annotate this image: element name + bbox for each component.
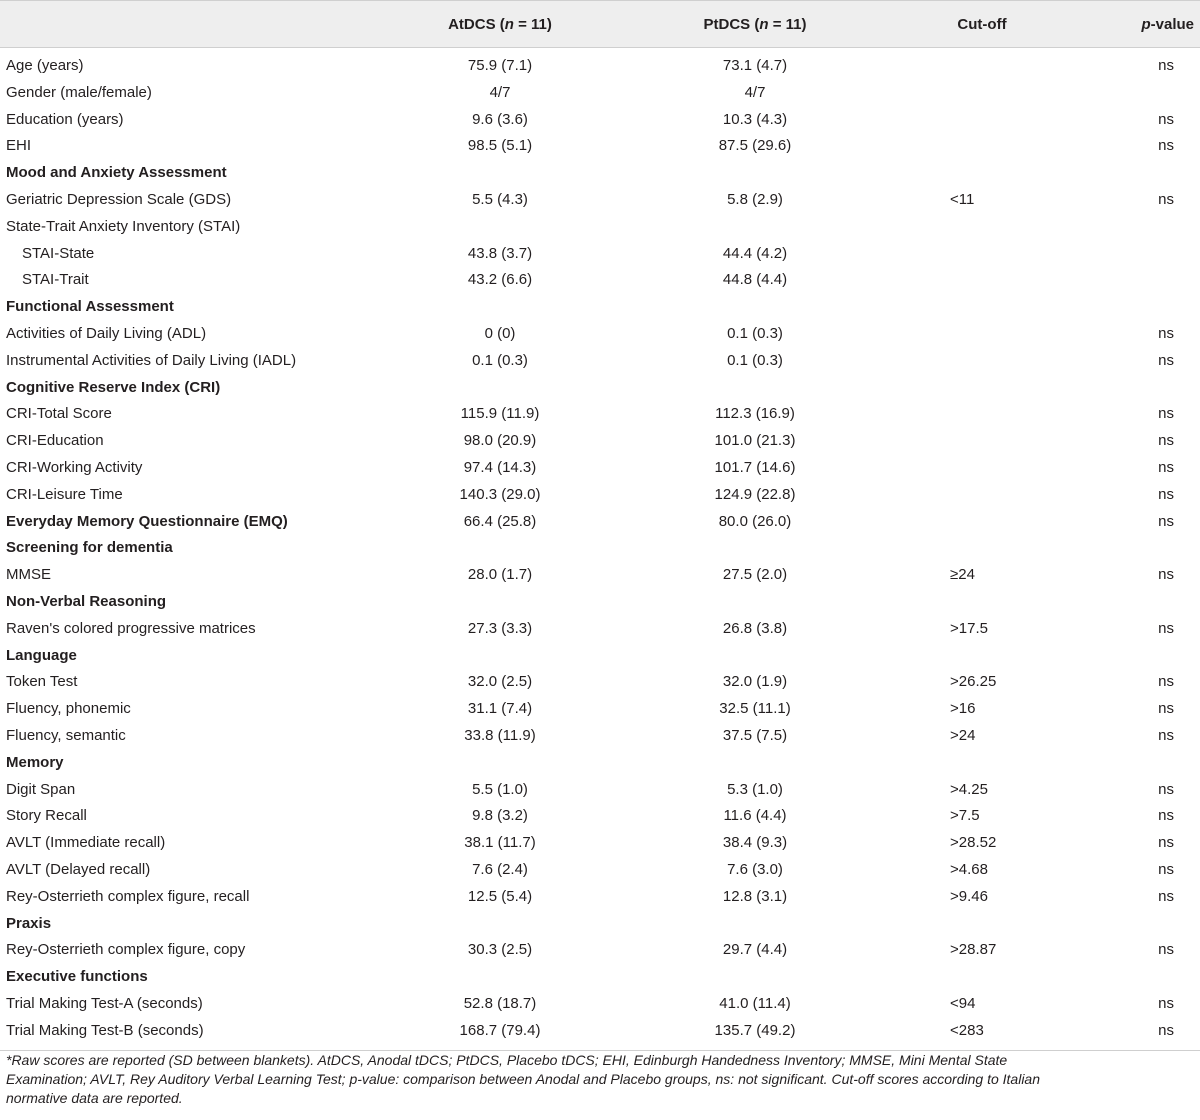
table-row	[0, 401, 1200, 428]
atdcs-value: 31.1 (7.4)	[467, 700, 533, 718]
atdcs-value	[410, 643, 590, 670]
table-row	[0, 428, 1200, 455]
section-row	[0, 589, 1200, 616]
p-value: ns	[1158, 405, 1174, 423]
cutoff-value: <11	[950, 190, 975, 208]
ptdcs-value: 73.1 (4.7)	[722, 57, 788, 74]
p-value	[1100, 535, 1174, 562]
row-label: Praxis	[6, 914, 52, 932]
p-value: ns	[1158, 726, 1174, 744]
row-label: CRI-Working Activity	[6, 458, 143, 476]
ptdcs-value: 41.0 (11.4)	[719, 994, 791, 1012]
row-label: Trial Making Test-B (seconds)	[6, 1021, 204, 1039]
table-row	[0, 803, 1200, 830]
table-row	[0, 455, 1200, 482]
ptdcs-value	[665, 375, 845, 402]
p-value: ns	[1158, 512, 1174, 530]
atdcs-value: 28.0 (1.7)	[467, 566, 533, 584]
row-label: STAI-State	[22, 244, 95, 262]
cutoff-value	[950, 482, 1050, 509]
table-row	[0, 696, 1200, 723]
p-value: ns	[1158, 57, 1174, 74]
atdcs-value	[410, 750, 590, 777]
cutoff-value	[950, 750, 1050, 777]
row-label: Activities of Daily Living (ADL)	[6, 324, 207, 342]
p-value	[1100, 589, 1174, 616]
cutoff-value: >24	[950, 726, 976, 744]
cutoff-value	[950, 509, 1050, 536]
cutoff-value: >16	[950, 700, 976, 718]
table-row	[0, 669, 1200, 696]
p-value: ns	[1158, 887, 1174, 905]
cutoff-value	[950, 241, 1050, 268]
cutoff-value	[950, 535, 1050, 562]
row-label: CRI-Leisure Time	[6, 485, 123, 503]
cutoff-value: <94	[950, 994, 976, 1012]
ptdcs-value: 7.6 (3.0)	[727, 860, 783, 878]
row-label: EHI	[6, 137, 32, 155]
ptdcs-value: 80.0 (26.0)	[718, 512, 792, 530]
atdcs-value	[410, 535, 590, 562]
p-value: ns	[1158, 485, 1174, 503]
atdcs-value: 7.6 (2.4)	[472, 860, 528, 878]
ptdcs-value: 37.5 (7.5)	[722, 726, 788, 744]
atdcs-value	[410, 911, 590, 938]
table-row	[0, 723, 1200, 750]
cutoff-value: ≥24	[950, 566, 975, 584]
atdcs-value: 30.3 (2.5)	[467, 941, 533, 959]
atdcs-value: 27.3 (3.3)	[467, 619, 533, 637]
row-label: Token Test	[6, 673, 78, 691]
ptdcs-value	[665, 911, 845, 938]
table-row	[0, 482, 1200, 509]
cutoff-value: >7.5	[950, 807, 980, 825]
table-row	[0, 80, 1200, 107]
row-label: Rey-Osterrieth complex figure, recall	[6, 887, 250, 905]
p-value: ns	[1158, 994, 1174, 1012]
ptdcs-value: 29.7 (4.4)	[722, 941, 788, 959]
cutoff-value	[950, 428, 1050, 455]
atdcs-value: 75.9 (7.1)	[467, 57, 533, 74]
ptdcs-value: 12.8 (3.1)	[722, 887, 788, 905]
row-label: Cognitive Reserve Index (CRI)	[6, 378, 221, 396]
row-label: Fluency, phonemic	[6, 700, 131, 718]
row-label: MMSE	[6, 566, 51, 584]
p-value	[1100, 267, 1174, 294]
table-row	[0, 321, 1200, 348]
cutoff-value	[950, 267, 1050, 294]
row-label: Raven's colored progressive matrices	[6, 619, 256, 637]
cutoff-value	[950, 964, 1050, 991]
table-row	[0, 777, 1200, 804]
table-row	[0, 884, 1200, 911]
cutoff-value	[950, 321, 1050, 348]
ptdcs-value	[665, 643, 845, 670]
row-label: Functional Assessment	[6, 298, 174, 316]
atdcs-value: 115.9 (11.9)	[460, 405, 540, 423]
p-value: ns	[1158, 566, 1174, 584]
p-value: ns	[1158, 941, 1174, 959]
cutoff-value	[950, 80, 1050, 107]
row-label: Story Recall	[6, 807, 87, 825]
ptdcs-value: 32.0 (1.9)	[722, 673, 788, 691]
atdcs-value: 0 (0)	[484, 324, 516, 342]
section-row	[0, 294, 1200, 321]
p-value: ns	[1158, 780, 1174, 798]
row-label: Memory	[6, 753, 64, 771]
section-row	[0, 160, 1200, 187]
p-value: ns	[1158, 110, 1174, 128]
p-value	[1100, 911, 1174, 938]
cutoff-value	[950, 589, 1050, 616]
table-row	[0, 241, 1200, 268]
table-body	[0, 48, 1200, 1044]
row-label: Screening for dementia	[6, 539, 173, 557]
ptdcs-value: 0.1 (0.3)	[727, 351, 783, 369]
table-row	[0, 1018, 1200, 1045]
atdcs-value: 97.4 (14.3)	[463, 458, 537, 476]
table-row	[0, 562, 1200, 589]
p-value	[1100, 214, 1174, 241]
atdcs-value	[410, 294, 590, 321]
table-row	[0, 830, 1200, 857]
ptdcs-value	[665, 294, 845, 321]
atdcs-value	[410, 375, 590, 402]
atdcs-value: 168.7 (79.4)	[459, 1021, 541, 1039]
atdcs-value	[410, 964, 590, 991]
cutoff-value: >26.25	[950, 673, 997, 691]
cutoff-value: >4.25	[950, 780, 988, 798]
table-row	[0, 348, 1200, 375]
atdcs-value: 9.6 (3.6)	[472, 110, 528, 128]
footnote-line: *Raw scores are reported (SD between blankets). AtDCS, Anodal tDCS; PtDCS, Placebo tDCS; EHI, Edinburgh Handedness Inventory; MMSE, Mini Mental State	[6, 1052, 1008, 1068]
cutoff-value: >17.5	[950, 619, 988, 637]
table-row	[0, 267, 1200, 294]
atdcs-value	[410, 589, 590, 616]
row-label: Everyday Memory Questionnaire (EMQ)	[6, 512, 288, 530]
row-label: AVLT (Immediate recall)	[6, 834, 166, 852]
ptdcs-value: 27.5 (2.0)	[722, 566, 788, 584]
p-value: ns	[1158, 351, 1174, 369]
atdcs-value: 33.8 (11.9)	[464, 726, 536, 744]
ptdcs-value	[665, 214, 845, 241]
ptdcs-value: 87.5 (29.6)	[718, 137, 792, 155]
cutoff-value	[950, 214, 1050, 241]
atdcs-value: 98.5 (5.1)	[467, 137, 533, 155]
row-label: Age (years)	[6, 57, 84, 74]
cutoff-value	[950, 107, 1050, 134]
section-row	[0, 964, 1200, 991]
atdcs-value	[410, 160, 590, 187]
ptdcs-value: 10.3 (4.3)	[722, 110, 788, 128]
ptdcs-value: 101.0 (21.3)	[714, 432, 796, 450]
p-value: ns	[1158, 1021, 1174, 1039]
p-value	[1100, 241, 1174, 268]
ptdcs-value: 44.4 (4.2)	[722, 244, 788, 262]
atdcs-value: 9.8 (3.2)	[472, 807, 528, 825]
atdcs-value: 66.4 (25.8)	[463, 512, 537, 530]
p-value	[1100, 160, 1174, 187]
ptdcs-value	[665, 964, 845, 991]
p-value: ns	[1158, 458, 1174, 476]
footnote-line: normative data are reported.	[6, 1090, 183, 1106]
ptdcs-value: 4/7	[744, 83, 766, 101]
cutoff-value: >4.68	[950, 860, 988, 878]
row-label: Language	[6, 646, 77, 664]
row-label: Geriatric Depression Scale (GDS)	[6, 190, 232, 208]
cutoff-value: >28.52	[950, 834, 997, 852]
p-value	[1100, 964, 1174, 991]
p-value: ns	[1158, 324, 1174, 342]
row-label: CRI-Total Score	[6, 405, 112, 423]
table-header	[0, 0, 1200, 48]
cutoff-value: >9.46	[950, 887, 988, 905]
section-row	[0, 509, 1200, 536]
ptdcs-value: 0.1 (0.3)	[727, 324, 783, 342]
table-row	[0, 133, 1200, 160]
ptdcs-value: 44.8 (4.4)	[722, 271, 788, 289]
p-value: ns	[1158, 137, 1174, 155]
p-value: ns	[1158, 860, 1174, 878]
row-label: CRI-Education	[6, 432, 104, 450]
atdcs-value: 38.1 (11.7)	[464, 834, 536, 852]
row-label: Digit Span	[6, 780, 76, 798]
table-row	[0, 616, 1200, 643]
ptdcs-value: 124.9 (22.8)	[714, 485, 796, 503]
p-value: ns	[1158, 619, 1174, 637]
table-row	[0, 857, 1200, 884]
section-row	[0, 535, 1200, 562]
p-value: ns	[1158, 700, 1174, 718]
row-label: Education (years)	[6, 110, 124, 128]
p-value: ns	[1158, 190, 1174, 208]
table-row	[0, 937, 1200, 964]
table-row	[0, 107, 1200, 134]
atdcs-value: 98.0 (20.9)	[463, 432, 537, 450]
p-value	[1100, 643, 1174, 670]
row-label: Executive functions	[6, 968, 148, 986]
header-cutoff: Cut-off	[957, 16, 1007, 33]
ptdcs-value: 101.7 (14.6)	[714, 458, 796, 476]
atdcs-value: 5.5 (4.3)	[472, 190, 528, 208]
header-p-value: p-value	[1141, 16, 1194, 33]
atdcs-value: 0.1 (0.3)	[472, 351, 528, 369]
cutoff-value: <283	[950, 1021, 984, 1039]
p-value: ns	[1158, 673, 1174, 691]
cutoff-value: >28.87	[950, 941, 997, 959]
ptdcs-value: 38.4 (9.3)	[722, 834, 788, 852]
ptdcs-value: 5.8 (2.9)	[727, 190, 783, 208]
footnote-line: Examination; AVLT, Rey Auditory Verbal Learning Test; p-value: comparison between Anodal and Placebo groups, ns: not significant. Cut-off scores according to Italian	[6, 1071, 1040, 1087]
p-value	[1100, 750, 1174, 777]
cutoff-value	[950, 53, 1050, 80]
row-label: Trial Making Test-A (seconds)	[6, 994, 203, 1012]
p-value	[1100, 294, 1174, 321]
cutoff-value	[950, 375, 1050, 402]
ptdcs-value	[665, 535, 845, 562]
cutoff-value	[950, 455, 1050, 482]
table-row	[0, 187, 1200, 214]
row-label: State-Trait Anxiety Inventory (STAI)	[6, 217, 241, 235]
p-value	[1100, 375, 1174, 402]
cutoff-value	[950, 643, 1050, 670]
row-label: Mood and Anxiety Assessment	[6, 164, 227, 182]
atdcs-value: 43.2 (6.6)	[467, 271, 533, 289]
cutoff-value	[950, 294, 1050, 321]
table-row	[0, 214, 1200, 241]
section-row	[0, 643, 1200, 670]
ptdcs-value: 11.6 (4.4)	[723, 807, 787, 825]
row-label: Instrumental Activities of Daily Living (IADL)	[6, 351, 297, 369]
p-value	[1100, 80, 1174, 107]
cutoff-value	[950, 133, 1050, 160]
atdcs-value: 140.3 (29.0)	[459, 485, 541, 503]
cutoff-value	[950, 160, 1050, 187]
row-label: Rey-Osterrieth complex figure, copy	[6, 941, 246, 959]
cutoff-value	[950, 401, 1050, 428]
section-row	[0, 750, 1200, 777]
table-footnote	[6, 1051, 1194, 1108]
atdcs-value: 5.5 (1.0)	[472, 780, 528, 798]
atdcs-value: 4/7	[489, 83, 511, 101]
ptdcs-value: 5.3 (1.0)	[727, 780, 783, 798]
atdcs-value: 12.5 (5.4)	[467, 887, 533, 905]
cutoff-value	[950, 911, 1050, 938]
ptdcs-value: 135.7 (49.2)	[714, 1021, 796, 1039]
ptdcs-value: 26.8 (3.8)	[722, 619, 788, 637]
header-atdcs: AtDCS (n = 11)	[448, 16, 552, 33]
row-label: STAI-Trait	[22, 271, 89, 289]
atdcs-value: 32.0 (2.5)	[467, 673, 533, 691]
section-row	[0, 911, 1200, 938]
section-row	[0, 375, 1200, 402]
cutoff-value	[950, 348, 1050, 375]
atdcs-value: 52.8 (18.7)	[463, 994, 537, 1012]
ptdcs-value	[665, 589, 845, 616]
ptdcs-value: 32.5 (11.1)	[719, 700, 791, 718]
table-row	[0, 991, 1200, 1018]
ptdcs-value: 112.3 (16.9)	[715, 405, 795, 423]
row-label: Non-Verbal Reasoning	[6, 592, 167, 610]
ptdcs-value	[665, 160, 845, 187]
atdcs-value: 43.8 (3.7)	[467, 244, 533, 262]
atdcs-value	[410, 214, 590, 241]
table-row	[0, 53, 1200, 80]
header-ptdcs: PtDCS (n = 11)	[703, 16, 807, 33]
p-value: ns	[1158, 834, 1174, 852]
p-value: ns	[1158, 432, 1174, 450]
row-label: Gender (male/female)	[6, 83, 152, 101]
p-value: ns	[1158, 807, 1174, 825]
row-label: Fluency, semantic	[6, 726, 126, 744]
ptdcs-value	[665, 750, 845, 777]
row-label: AVLT (Delayed recall)	[6, 860, 151, 878]
